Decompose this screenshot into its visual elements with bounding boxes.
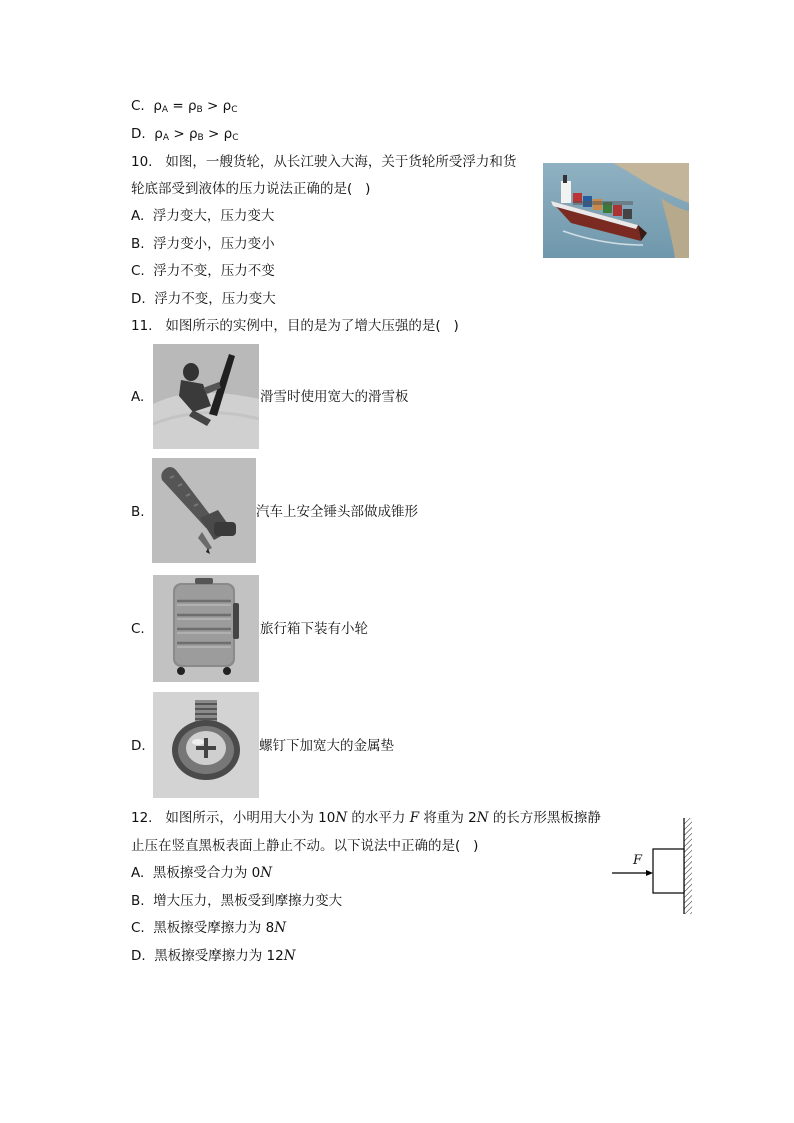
q9-option-d: D. $\rho_A > \rho_B > \rho_C$ <box>131 126 239 143</box>
q12-option-b: B. 增大压力，黑板受到摩擦力变大 <box>131 893 343 909</box>
suitcase-image <box>153 575 259 682</box>
q10-stem-line2: 轮底部受到液体的压力说法正确的是( ) <box>131 181 371 197</box>
q10-option-d: D. 浮力不变，压力变大 <box>131 291 276 307</box>
q10-option-b: B. 浮力变小，压力变小 <box>131 236 275 252</box>
q11-option-b-text: 汽车上安全锤头部做成锥形 <box>256 504 418 520</box>
force-label: F <box>633 853 643 868</box>
force-diagram <box>608 815 698 917</box>
snowboard-image <box>153 344 259 449</box>
q12-stem-line2: 止压在竖直黑板表面上静止不动。以下说法中正确的是( ) <box>131 838 479 854</box>
q12-option-c: C. 黑板擦受摩擦力为 8N <box>131 920 286 936</box>
q12-option-d: D. 黑板擦受摩擦力为 12N <box>131 948 296 964</box>
q11-option-b-letter: B. <box>131 504 145 520</box>
q10-option-c: C. 浮力不变，压力不变 <box>131 263 275 279</box>
q10-stem-line1: 10. 如图，一艘货轮，从长江驶入大海，关于货轮所受浮力和货 <box>131 154 517 170</box>
screw-image <box>153 692 259 798</box>
q12-option-a: A. 黑板擦受合力为 0N <box>131 865 273 881</box>
q11-option-c-letter: C. <box>131 621 145 637</box>
q12-stem-line1: 12. 如图所示，小明用大小为 10N 的水平力 F 将重为 2N 的长方形黑板擦静 <box>131 810 601 826</box>
q11-option-a-text: 滑雪时使用宽大的滑雪板 <box>260 389 409 405</box>
cargo-ship-image <box>543 163 689 258</box>
q11-option-c-text: 旅行箱下装有小轮 <box>260 621 368 637</box>
q10-option-a: A. 浮力变大，压力变大 <box>131 208 275 224</box>
q11-option-d-letter: D. <box>131 738 146 754</box>
q9-option-c: C. $\rho_A = \rho_B > \rho_C$ <box>131 98 238 115</box>
safety-hammer-image <box>152 458 256 563</box>
q11-option-d-text: 螺钉下加宽大的金属垫 <box>259 738 394 754</box>
q11-option-a-letter: A. <box>131 389 145 405</box>
q11-stem: 11. 如图所示的实例中，目的是为了增大压强的是( ) <box>131 318 459 334</box>
